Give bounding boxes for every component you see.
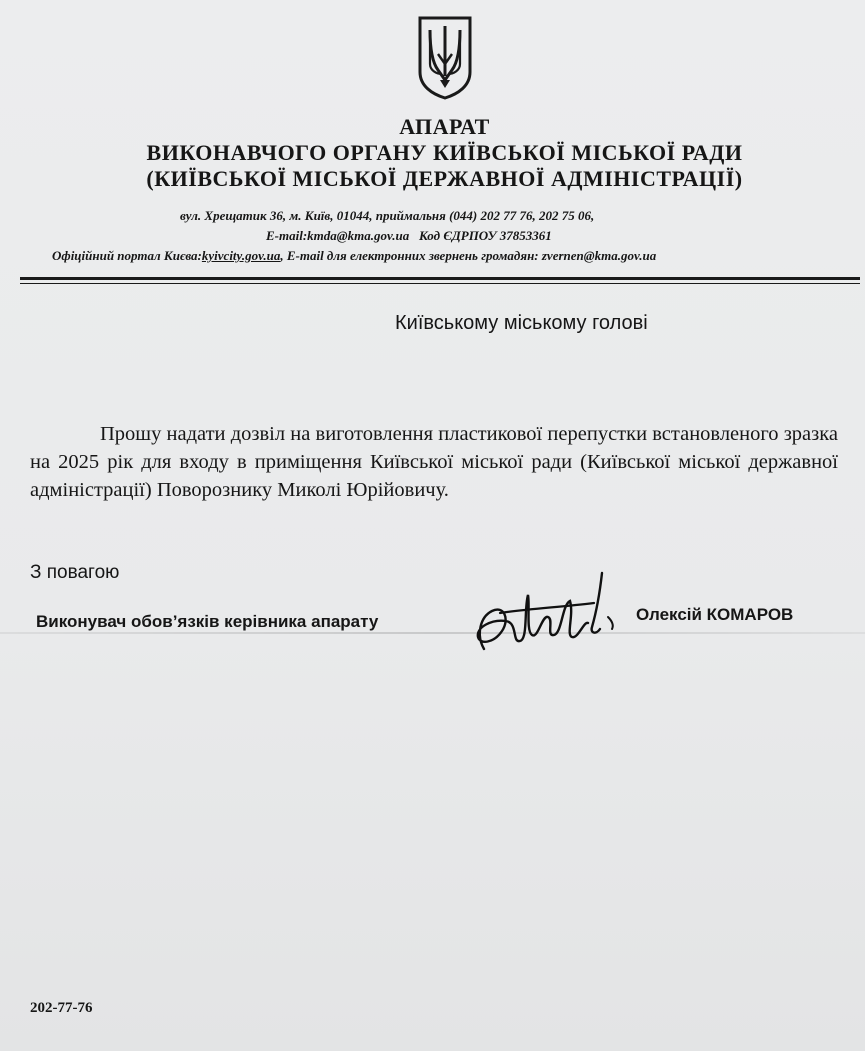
org-title-line-2: ВИКОНАВЧОГО ОРГАНУ КИЇВСЬКОЇ МІСЬКОЇ РАДИ — [146, 140, 743, 165]
edrpou-code: Код ЄДРПОУ 37853361 — [418, 228, 552, 243]
header-divider-thin — [20, 283, 860, 284]
paper-fold-line — [0, 632, 865, 634]
addressee: Київському міському голові — [395, 312, 648, 334]
email-prefix: E-mail: — [266, 228, 308, 243]
reference-phone-number: 202-77-76 — [30, 1000, 93, 1016]
portal-prefix: Офіційний портал Києва: — [52, 248, 202, 263]
portal-link: kyivcity.gov.ua — [201, 248, 281, 263]
header-divider-thick — [20, 277, 860, 280]
address-line: вул. Хрещатик 36, м. Київ, 01044, приймальня (044) 202 77 76, 202 75 06, — [180, 208, 595, 223]
trident-coat-of-arms-icon — [416, 14, 474, 100]
org-title-line-3: (КИЇВСЬКОЇ МІСЬКОЇ ДЕРЖАВНОЇ АДМІНІСТРАЦІЇ) — [146, 166, 743, 191]
appeals-email: zvernen@kma.gov.ua — [541, 248, 657, 263]
appeals-label: , E-mail для електронних звернень громадян: — [280, 248, 539, 263]
signer-role: Виконувач обов’язків керівника апарату — [36, 612, 379, 631]
handwritten-signature — [466, 565, 626, 665]
signer-name: Олексій КОМАРОВ — [636, 605, 794, 624]
org-title-line-1: АПАРАТ — [399, 114, 490, 139]
email-line — [266, 228, 552, 244]
letter-body: Прошу надати дозвіл на виготовлення пластикової перепустки встановленого зразка на 2025 рік для входу в приміщення Київської міської ради (Київської міської державної адміністрації) Поворознику Миколі Юрійовичу. — [30, 423, 838, 501]
closing-phrase: З повагою — [30, 562, 120, 583]
portal-line — [52, 248, 656, 264]
email-address: kmda@kma.gov.ua — [307, 228, 410, 243]
